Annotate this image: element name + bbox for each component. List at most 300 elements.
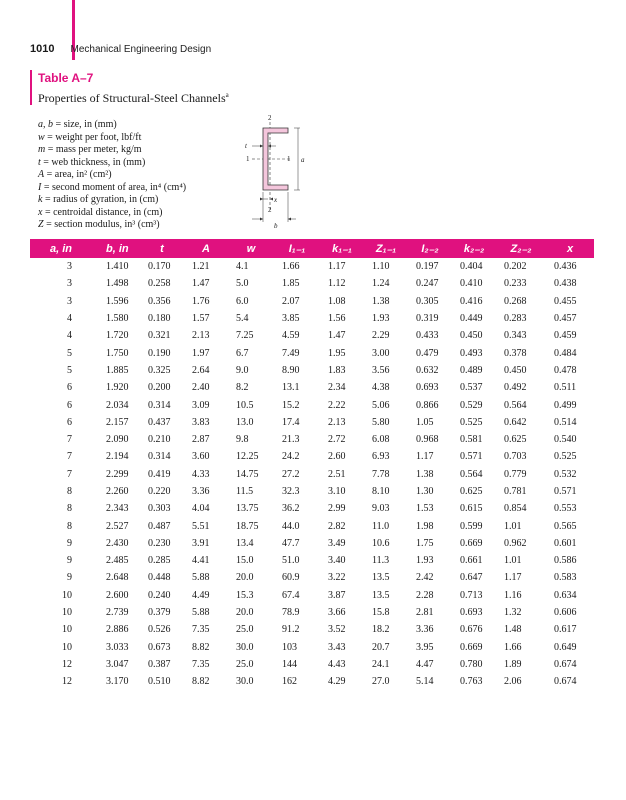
table-cell: 5.51 — [192, 520, 210, 532]
table-cell: 7 — [67, 451, 72, 463]
table-cell: 0.763 — [460, 676, 483, 688]
table-cell: 0.479 — [416, 347, 439, 359]
table-cell: 1.885 — [106, 364, 129, 376]
table-cell: 25.0 — [236, 658, 254, 670]
table-cell: 2.157 — [106, 416, 129, 428]
table-cell: 7.25 — [236, 330, 254, 342]
table-cell: 0.356 — [148, 295, 171, 307]
table-cell: 0.230 — [148, 537, 171, 549]
table-cell: 0.305 — [416, 295, 439, 307]
table-cell: 103 — [282, 641, 297, 653]
table-cell: 0.586 — [554, 555, 577, 567]
table-cell: 0.387 — [148, 658, 171, 670]
table-cell: 0.529 — [460, 399, 483, 411]
table-cell: 0.319 — [416, 313, 439, 325]
table-row — [30, 621, 594, 638]
table-cell: 0.693 — [416, 382, 439, 394]
table-cell: 0.220 — [148, 486, 171, 497]
x-label: x — [274, 196, 278, 204]
column-header: A — [184, 239, 228, 258]
table-cell: 2.485 — [106, 555, 129, 567]
table-cell: 36.2 — [282, 503, 300, 515]
table-cell: 67.4 — [282, 589, 300, 601]
table-cell: 0.673 — [148, 641, 171, 653]
table-cell: 2.430 — [106, 537, 129, 549]
table-cell: 0.703 — [504, 451, 527, 463]
table-cell: 0.484 — [554, 347, 577, 359]
table-cell: 32.3 — [282, 486, 300, 497]
table-cell: 0.854 — [504, 503, 527, 515]
table-cell: 0.669 — [460, 537, 483, 549]
table-cell: 2.42 — [416, 572, 434, 584]
table-caption — [38, 91, 229, 106]
legend-item — [38, 132, 258, 145]
table-cell: 13.75 — [236, 503, 259, 515]
caption-footnote-mark: a — [225, 91, 229, 99]
table-cell: 3 — [67, 295, 72, 307]
table-row — [30, 517, 594, 534]
table-cell: 0.343 — [504, 330, 527, 342]
legend-item — [38, 169, 258, 182]
table-cell: 0.210 — [148, 434, 171, 446]
table-cell: 15.2 — [282, 399, 300, 411]
table-cell: 1.17 — [328, 261, 346, 273]
table-row — [30, 604, 594, 621]
table-cell: 30.0 — [236, 641, 254, 653]
table-cell: 0.478 — [554, 364, 577, 376]
legend-symbol: t — [38, 156, 41, 168]
table-label: Table A–7 — [38, 71, 94, 85]
table-cell: 0.233 — [504, 278, 527, 290]
table-cell: 1.47 — [328, 330, 346, 342]
table-cell: 1.24 — [372, 278, 390, 290]
table-cell: 30.0 — [236, 676, 254, 688]
table-cell: 1.16 — [504, 589, 522, 601]
table-cell: 3.22 — [328, 572, 346, 584]
table-cell: 3.49 — [328, 537, 346, 549]
table-cell: 0.625 — [460, 486, 483, 497]
table-cell: 2.29 — [372, 330, 390, 342]
table-row — [30, 483, 594, 500]
table-cell: 0.674 — [554, 676, 577, 688]
table-row — [30, 362, 594, 379]
table-cell: 0.781 — [504, 486, 527, 497]
table-cell: 24.2 — [282, 451, 300, 463]
table-cell: 2.299 — [106, 468, 129, 480]
column-header: a, in — [30, 239, 82, 258]
table-cell: 8 — [67, 486, 72, 497]
table-cell: 8.82 — [192, 641, 210, 653]
caption-text: Properties of Structural-Steel Channels — [38, 91, 226, 105]
table-cell: 2.06 — [504, 676, 522, 688]
table-cell: 1.32 — [504, 607, 522, 619]
table-cell: 3.85 — [282, 313, 300, 325]
table-cell: 0.321 — [148, 330, 171, 342]
table-row — [30, 535, 594, 552]
table-row — [30, 569, 594, 586]
column-header: k₂₋₂ — [452, 239, 496, 258]
legend-symbol: k — [38, 194, 43, 205]
legend-definition: = area, in² (cm²) — [46, 169, 112, 180]
table-header-row — [30, 239, 594, 258]
table-cell: 1.12 — [328, 278, 346, 290]
legend-item — [38, 182, 258, 195]
table-cell: 8 — [67, 503, 72, 515]
table-cell: 0.780 — [460, 658, 483, 670]
table-cell: 0.433 — [416, 330, 439, 342]
table-cell: 10 — [62, 589, 72, 601]
table-cell: 11.3 — [372, 555, 390, 567]
table-cell: 0.693 — [460, 607, 483, 619]
table-cell: 1.97 — [192, 347, 210, 359]
table-cell: 91.2 — [282, 624, 300, 636]
table-cell: 10.5 — [236, 399, 254, 411]
table-cell: 162 — [282, 676, 297, 688]
legend-item — [38, 119, 258, 132]
table-cell: 12 — [62, 676, 72, 688]
table-cell: 1.410 — [106, 261, 129, 273]
column-header: I₁₋₁ — [274, 239, 320, 258]
table-cell: 0.268 — [504, 295, 527, 307]
table-cell: 0.410 — [460, 278, 483, 290]
table-cell: 2.13 — [192, 330, 210, 342]
table-cell: 8 — [67, 520, 72, 532]
table-row — [30, 500, 594, 517]
table-cell: 6 — [67, 399, 72, 411]
table-row — [30, 327, 594, 344]
table-cell: 0.525 — [554, 451, 577, 463]
table-cell: 0.632 — [416, 364, 439, 376]
table-cell: 2.51 — [328, 468, 346, 480]
symbol-legend — [38, 119, 258, 232]
table-cell: 1.98 — [416, 520, 434, 532]
table-cell: 7.35 — [192, 658, 210, 670]
legend-definition: = radius of gyration, in (cm) — [44, 194, 159, 205]
table-cell: 0.511 — [554, 382, 577, 394]
legend-symbol: m — [38, 144, 46, 155]
legend-symbol: x — [38, 206, 43, 218]
table-cell: 3.43 — [328, 641, 346, 653]
table-cell: 44.0 — [282, 520, 300, 532]
table-cell: 2.64 — [192, 364, 210, 376]
legend-symbol: a, b — [38, 119, 53, 130]
table-cell: 3.36 — [192, 486, 210, 497]
table-cell: 15.0 — [236, 555, 254, 567]
table-cell: 8.2 — [236, 382, 249, 394]
table-cell: 3.36 — [416, 624, 434, 636]
table-cell: 2.527 — [106, 520, 129, 532]
table-cell: 0.564 — [504, 399, 527, 411]
table-cell: 1.83 — [328, 364, 346, 376]
table-cell: 20.0 — [236, 607, 254, 619]
column-header: b, in — [82, 239, 140, 258]
column-header: x — [546, 239, 594, 258]
table-cell: 4 — [67, 330, 72, 342]
table-cell: 20.7 — [372, 641, 390, 653]
table-cell: 5.88 — [192, 607, 210, 619]
table-cell: 9.03 — [372, 503, 390, 515]
legend-definition: = centroidal distance, in (cm) — [44, 206, 163, 218]
table-cell: 18.2 — [372, 624, 390, 636]
table-cell: 7 — [67, 434, 72, 446]
table-cell: 10 — [62, 624, 72, 636]
table-cell: 4.41 — [192, 555, 210, 567]
table-cell: 0.634 — [554, 589, 577, 601]
table-cell: 0.416 — [460, 295, 483, 307]
table-cell: 6.0 — [236, 295, 249, 307]
axis-1-left-label: 1 — [246, 155, 250, 163]
legend-definition: = size, in (mm) — [55, 119, 117, 130]
table-cell: 0.437 — [148, 416, 171, 428]
table-cell: 0.564 — [460, 468, 483, 480]
table-cell: 0.601 — [554, 537, 577, 549]
table-cell: 0.625 — [504, 434, 527, 446]
legend-item — [38, 194, 258, 207]
table-cell: 2.886 — [106, 624, 129, 636]
table-cell: 0.674 — [554, 658, 577, 670]
axis-1-right-label: 1 — [287, 155, 291, 163]
column-header: Z₁₋₁ — [364, 239, 408, 258]
table-cell: 1.38 — [416, 468, 434, 480]
table-cell: 5 — [67, 364, 72, 376]
table-cell: 18.75 — [236, 520, 259, 532]
table-cell: 1.89 — [504, 658, 522, 670]
table-cell: 2.07 — [282, 295, 300, 307]
table-cell: 0.180 — [148, 313, 171, 325]
column-header: k₁₋₁ — [320, 239, 364, 258]
table-cell: 3 — [67, 261, 72, 273]
table-cell: 9 — [67, 572, 72, 584]
table-cell: 2.600 — [106, 589, 129, 601]
table-cell: 0.457 — [554, 313, 577, 325]
legend-definition: = web thickness, in (mm) — [43, 156, 146, 168]
table-cell: 10 — [62, 641, 72, 653]
table-cell: 9.8 — [236, 434, 249, 446]
table-cell: 3.047 — [106, 658, 129, 670]
table-cell: 3 — [67, 278, 72, 290]
table-row — [30, 431, 594, 448]
table-cell: 4.1 — [236, 261, 249, 273]
table-row — [30, 258, 594, 275]
column-header: w — [228, 239, 274, 258]
table-cell: 20.0 — [236, 572, 254, 584]
table-cell: 0.258 — [148, 278, 171, 290]
table-cell: 2.34 — [328, 382, 346, 394]
table-cell: 1.66 — [504, 641, 522, 653]
table-cell: 5.88 — [192, 572, 210, 584]
page-number: 1010 — [30, 43, 55, 55]
table-cell: 0.571 — [460, 451, 483, 463]
column-header: Z₂₋₂ — [496, 239, 546, 258]
table-cell: 0.606 — [554, 607, 577, 619]
table-cell: 0.565 — [554, 520, 577, 532]
table-cell: 3.83 — [192, 416, 210, 428]
table-cell: 0.197 — [416, 261, 439, 273]
legend-symbol: A — [38, 169, 45, 180]
table-cell: 3.40 — [328, 555, 346, 567]
table-cell: 9.0 — [236, 364, 249, 376]
axis-2-bottom-label: 2 — [268, 206, 272, 214]
running-header — [30, 43, 211, 57]
legend-definition: = second moment of area, in⁴ (cm⁴) — [43, 181, 187, 193]
table-cell: 2.60 — [328, 451, 346, 463]
table-cell: 0.617 — [554, 624, 577, 636]
table-cell: 2.034 — [106, 399, 129, 411]
table-cell: 0.779 — [504, 468, 527, 480]
table-cell: 3.10 — [328, 486, 346, 497]
table-cell: 6.7 — [236, 347, 249, 359]
table-cell: 0.526 — [148, 624, 171, 636]
legend-symbol: I — [38, 181, 42, 193]
table-cell: 5.80 — [372, 416, 390, 428]
table-cell: 0.642 — [504, 416, 527, 428]
table-cell: 0.599 — [460, 520, 483, 532]
table-cell: 0.492 — [504, 382, 527, 394]
table-cell: 1.21 — [192, 261, 210, 273]
table-cell: 2.82 — [328, 520, 346, 532]
table-cell: 4.33 — [192, 468, 210, 480]
table-cell: 144 — [282, 658, 297, 670]
table-cell: 1.56 — [328, 313, 346, 325]
table-cell: 6.93 — [372, 451, 390, 463]
table-cell: 1.17 — [416, 451, 434, 463]
table-cell: 0.510 — [148, 676, 171, 688]
table-cell: 2.648 — [106, 572, 129, 584]
legend-symbol: w — [38, 131, 45, 143]
table-cell: 5 — [67, 347, 72, 359]
table-cell: 0.314 — [148, 399, 171, 411]
table-cell: 2.28 — [416, 589, 434, 601]
table-cell: 0.436 — [554, 261, 577, 273]
table-cell: 11.0 — [372, 520, 390, 532]
table-cell: 0.170 — [148, 261, 171, 273]
b-label: b — [274, 222, 278, 230]
title-accent-bar — [30, 70, 32, 105]
legend-item — [38, 207, 258, 220]
table-cell: 0.487 — [148, 520, 171, 532]
table-cell: 4.47 — [416, 658, 434, 670]
table-cell: 0.202 — [504, 261, 527, 273]
table-cell: 3.09 — [192, 399, 210, 411]
legend-item — [38, 157, 258, 170]
table-cell: 5.0 — [236, 278, 249, 290]
table-cell: 1.920 — [106, 382, 129, 394]
table-cell: 0.285 — [148, 555, 171, 567]
table-cell: 1.498 — [106, 278, 129, 290]
table-cell: 0.669 — [460, 641, 483, 653]
table-cell: 1.17 — [504, 572, 522, 584]
table-cell: 7 — [67, 468, 72, 480]
table-cell: 3.033 — [106, 641, 129, 653]
table-cell: 1.720 — [106, 330, 129, 342]
table-cell: 0.866 — [416, 399, 439, 411]
legend-definition: = weight per foot, lbf/ft — [47, 131, 142, 143]
table-cell: 2.81 — [416, 607, 434, 619]
table-cell: 1.01 — [504, 555, 522, 567]
table-cell: 2.194 — [106, 451, 129, 463]
table-cell: 0.450 — [504, 364, 527, 376]
table-cell: 3.52 — [328, 624, 346, 636]
table-row — [30, 414, 594, 431]
table-cell: 1.75 — [416, 537, 434, 549]
table-cell: 0.676 — [460, 624, 483, 636]
table-cell: 2.72 — [328, 434, 346, 446]
table-cell: 4.29 — [328, 676, 346, 688]
table-cell: 2.739 — [106, 607, 129, 619]
table-cell: 0.647 — [460, 572, 483, 584]
table-cell: 1.08 — [328, 295, 346, 307]
column-header: t — [140, 239, 184, 258]
table-cell: 0.438 — [554, 278, 577, 290]
table-cell: 8.10 — [372, 486, 390, 497]
legend-definition: = mass per meter, kg/m — [47, 144, 142, 155]
table-cell: 2.22 — [328, 399, 346, 411]
table-cell: 78.9 — [282, 607, 300, 619]
table-cell: 0.583 — [554, 572, 577, 584]
table-body — [30, 258, 594, 690]
table-cell: 1.93 — [416, 555, 434, 567]
table-cell: 0.525 — [460, 416, 483, 428]
table-cell: 0.450 — [460, 330, 483, 342]
table-cell: 3.170 — [106, 676, 129, 688]
t-label: t — [245, 142, 247, 150]
table-cell: 13.1 — [282, 382, 300, 394]
table-cell: 25.0 — [236, 624, 254, 636]
table-cell: 1.47 — [192, 278, 210, 290]
a-label: a — [301, 156, 305, 164]
table-row — [30, 344, 594, 361]
table-cell: 0.378 — [504, 347, 527, 359]
table-cell: 27.2 — [282, 468, 300, 480]
table-cell: 0.200 — [148, 382, 171, 394]
table-cell: 11.5 — [236, 486, 254, 497]
table-cell: 2.260 — [106, 486, 129, 497]
table-cell: 0.499 — [554, 399, 577, 411]
table-cell: 0.537 — [460, 382, 483, 394]
table-cell: 1.05 — [416, 416, 434, 428]
table-cell: 10 — [62, 607, 72, 619]
table-cell: 1.57 — [192, 313, 210, 325]
table-cell: 3.66 — [328, 607, 346, 619]
table-cell: 0.489 — [460, 364, 483, 376]
table-cell: 1.596 — [106, 295, 129, 307]
table-cell: 47.7 — [282, 537, 300, 549]
table-cell: 0.314 — [148, 451, 171, 463]
table-cell: 13.5 — [372, 572, 390, 584]
table-cell: 15.3 — [236, 589, 254, 601]
table-cell: 3.00 — [372, 347, 390, 359]
table-cell: 1.580 — [106, 313, 129, 325]
table-cell: 8.82 — [192, 676, 210, 688]
table-cell: 0.493 — [460, 347, 483, 359]
table-cell: 6.08 — [372, 434, 390, 446]
table-cell: 7.49 — [282, 347, 300, 359]
table-cell: 21.3 — [282, 434, 300, 446]
table-cell: 0.240 — [148, 589, 171, 601]
table-cell: 0.540 — [554, 434, 577, 446]
table-cell: 8.90 — [282, 364, 300, 376]
table-cell: 4.59 — [282, 330, 300, 342]
table-cell: 6 — [67, 382, 72, 394]
table-cell: 1.85 — [282, 278, 300, 290]
table-cell: 9 — [67, 537, 72, 549]
table-cell: 0.514 — [554, 416, 577, 428]
legend-definition: = section modulus, in³ (cm³) — [46, 219, 160, 230]
table-cell: 0.713 — [460, 589, 483, 601]
table-cell: 4.04 — [192, 503, 210, 515]
table-cell: 12.25 — [236, 451, 259, 463]
table-row — [30, 379, 594, 396]
